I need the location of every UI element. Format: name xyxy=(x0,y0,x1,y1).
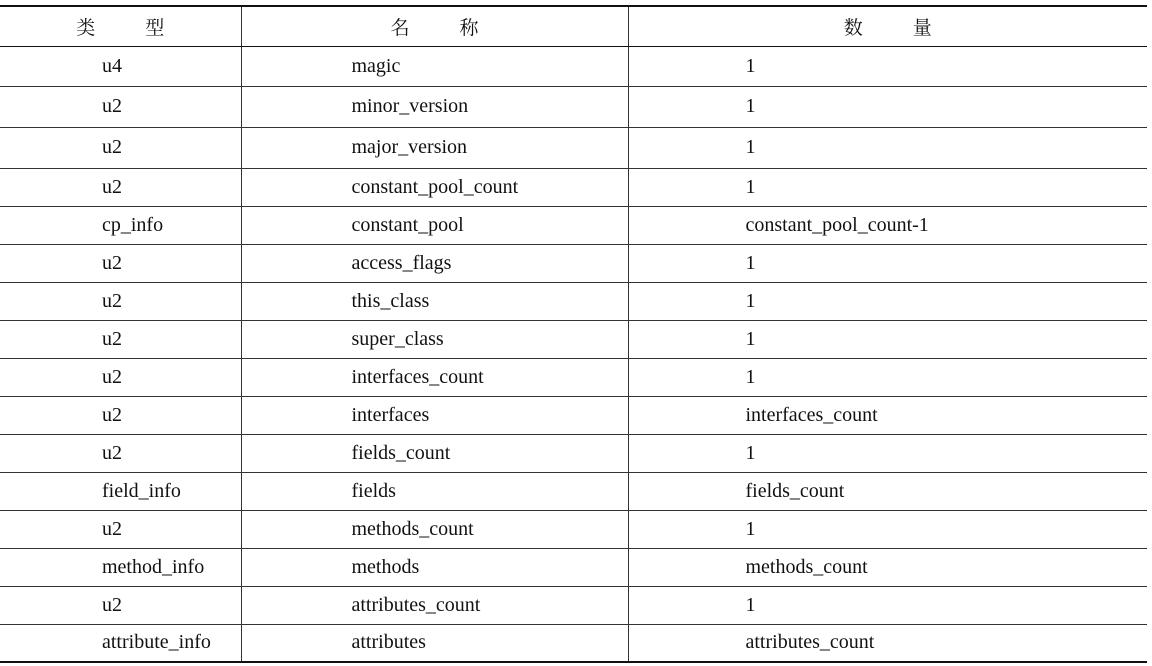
cell-quantity: 1 xyxy=(628,282,1147,320)
cell-name: constant_pool xyxy=(241,206,628,244)
header-name-char-1: 名 xyxy=(390,16,410,39)
class-file-structure-table xyxy=(0,5,1147,663)
table-row xyxy=(0,86,1147,127)
header-quantity-char-2: 量 xyxy=(912,16,932,39)
cell-type: u2 xyxy=(0,434,241,472)
cell-quantity: 1 xyxy=(628,86,1147,127)
cell-name: super_class xyxy=(241,320,628,358)
cell-name: minor_version xyxy=(241,86,628,127)
table-row xyxy=(0,206,1147,244)
cell-quantity: 1 xyxy=(628,46,1147,86)
cell-name: fields_count xyxy=(241,434,628,472)
cell-type: field_info xyxy=(0,472,241,510)
table-row xyxy=(0,396,1147,434)
cell-quantity: 1 xyxy=(628,320,1147,358)
cell-type: u2 xyxy=(0,358,241,396)
cell-quantity: 1 xyxy=(628,244,1147,282)
cell-type: cp_info xyxy=(0,206,241,244)
cell-type: u2 xyxy=(0,127,241,168)
cell-name: methods xyxy=(241,548,628,586)
table-row xyxy=(0,127,1147,168)
cell-type: u2 xyxy=(0,320,241,358)
header-quantity-char-1: 数 xyxy=(843,16,863,39)
cell-name: major_version xyxy=(241,127,628,168)
table-row xyxy=(0,46,1147,86)
header-name-char-2: 称 xyxy=(459,16,479,39)
cell-name: constant_pool_count xyxy=(241,168,628,206)
cell-name: attributes xyxy=(241,624,628,662)
cell-type: u2 xyxy=(0,396,241,434)
cell-quantity: 1 xyxy=(628,510,1147,548)
header-type-char-2: 型 xyxy=(145,16,165,39)
header-type xyxy=(0,6,241,46)
table-body xyxy=(0,46,1147,662)
table-row xyxy=(0,548,1147,586)
cell-quantity: methods_count xyxy=(628,548,1147,586)
cell-quantity: interfaces_count xyxy=(628,396,1147,434)
table-header xyxy=(0,6,1147,46)
cell-type: u2 xyxy=(0,244,241,282)
table-row xyxy=(0,358,1147,396)
header-type-char-1: 类 xyxy=(76,16,96,39)
table-row xyxy=(0,624,1147,662)
cell-type: u2 xyxy=(0,168,241,206)
table-row xyxy=(0,244,1147,282)
header-quantity xyxy=(628,6,1147,46)
cell-type: u2 xyxy=(0,282,241,320)
cell-quantity: 1 xyxy=(628,358,1147,396)
cell-type: u2 xyxy=(0,510,241,548)
table-row xyxy=(0,472,1147,510)
cell-quantity: attributes_count xyxy=(628,624,1147,662)
cell-quantity: 1 xyxy=(628,586,1147,624)
table-row xyxy=(0,586,1147,624)
cell-name: interfaces xyxy=(241,396,628,434)
class-file-structure-table-wrapper xyxy=(0,5,1147,663)
cell-type: method_info xyxy=(0,548,241,586)
cell-name: attributes_count xyxy=(241,586,628,624)
table-row xyxy=(0,282,1147,320)
cell-quantity: 1 xyxy=(628,168,1147,206)
cell-name: access_flags xyxy=(241,244,628,282)
cell-name: magic xyxy=(241,46,628,86)
cell-name: fields xyxy=(241,472,628,510)
cell-quantity: constant_pool_count-1 xyxy=(628,206,1147,244)
cell-type: u2 xyxy=(0,86,241,127)
cell-quantity: 1 xyxy=(628,127,1147,168)
cell-quantity: fields_count xyxy=(628,472,1147,510)
table-row xyxy=(0,320,1147,358)
cell-quantity: 1 xyxy=(628,434,1147,472)
cell-type: u2 xyxy=(0,586,241,624)
cell-name: this_class xyxy=(241,282,628,320)
cell-type: attribute_info xyxy=(0,624,241,662)
cell-type: u4 xyxy=(0,46,241,86)
cell-name: methods_count xyxy=(241,510,628,548)
header-row xyxy=(0,6,1147,46)
header-name xyxy=(241,6,628,46)
cell-name: interfaces_count xyxy=(241,358,628,396)
table-row xyxy=(0,434,1147,472)
table-row xyxy=(0,168,1147,206)
table-row xyxy=(0,510,1147,548)
